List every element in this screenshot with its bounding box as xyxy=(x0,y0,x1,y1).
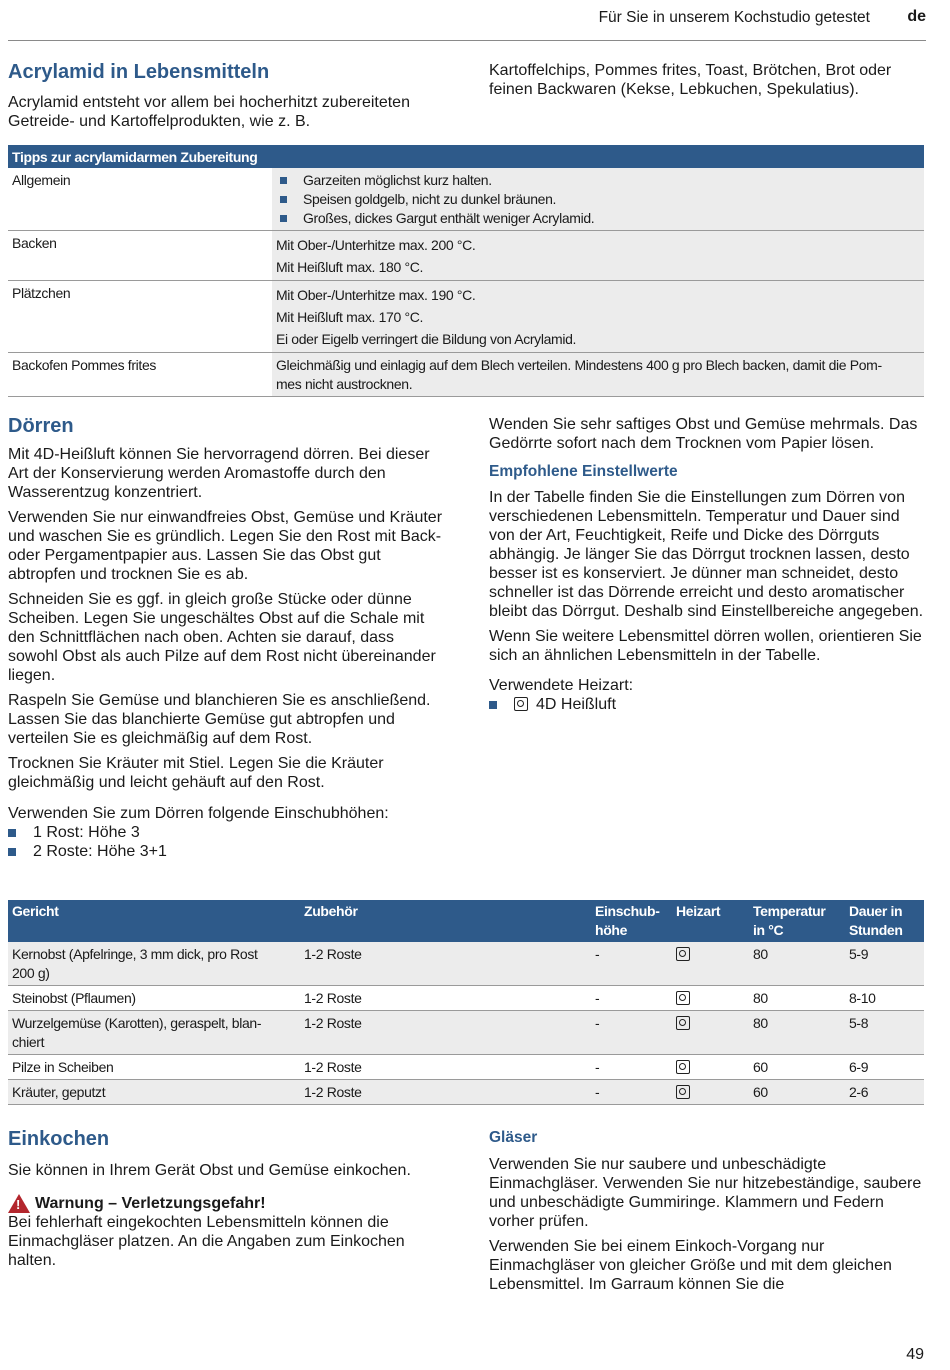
drying-settings-table xyxy=(8,900,924,1105)
table-row xyxy=(8,986,924,1011)
tips-row-label: Backen xyxy=(8,231,272,281)
duration-cell: 5-9 xyxy=(845,942,924,986)
heating-cell xyxy=(672,986,749,1011)
table-row xyxy=(8,168,924,231)
list-item xyxy=(8,823,443,842)
tip-line: Mit Ober-/Unterhitze max. 200 °C. xyxy=(276,237,476,253)
dish-cell: Steinobst (Pflaumen) xyxy=(8,986,300,1011)
heating-cell xyxy=(672,942,749,986)
acrylamid-text-right: Kartoffelchips, Pommes frites, Toast, Brötchen, Brot oder feinen Backwaren (Kekse, Lebkuchen, Spekulatius). xyxy=(489,62,892,98)
shelf-cell: - xyxy=(591,1055,672,1080)
warning-heading: ! Warnung – Verletzungsgefahr! xyxy=(8,1194,443,1213)
heating-cell xyxy=(672,1080,749,1105)
table-row xyxy=(8,1080,924,1105)
tip-line: Speisen goldgelb, nicht zu dunkel bräunen. xyxy=(303,191,557,207)
duration-cell: 2-6 xyxy=(845,1080,924,1105)
dish-cell: Kräuter, geputzt xyxy=(8,1080,300,1105)
duration-cell: 5-8 xyxy=(845,1011,924,1055)
language-code: de xyxy=(907,8,926,25)
doerren-left-column xyxy=(8,415,443,861)
column-header-heating: Heizart xyxy=(672,900,749,942)
bullet-icon xyxy=(280,177,287,184)
4d-hot-air-icon xyxy=(676,947,690,961)
tips-row-label: Plätzchen xyxy=(8,281,272,353)
tip-line: Mit Heißluft max. 170 °C. xyxy=(276,309,424,325)
shelf-intro: Verwenden Sie zum Dörren folgende Einschubhöhen: xyxy=(8,805,389,822)
einkochen-paragraph: Verwenden Sie nur saubere und unbeschädigte Einmachgläser. Verwenden Sie nur hitzebeständige, saubere und unbeschädigte Gummiringe. Klammern und Federn vorher prüfen. xyxy=(489,1156,922,1230)
tips-row-label: Allgemein xyxy=(8,168,272,231)
temperature-cell: 80 xyxy=(749,1011,845,1055)
table-row xyxy=(8,353,924,397)
doerren-paragraph: Wenn Sie weitere Lebensmittel dörren wollen, orientieren Sie sich an ähnlichen Lebensmitteln in der Tabelle. xyxy=(489,628,922,664)
column-header-duration: Dauer in Stunden xyxy=(845,900,924,942)
heating-cell xyxy=(672,1055,749,1080)
table-row xyxy=(8,281,924,353)
warning-triangle-icon xyxy=(8,1194,30,1213)
table-row xyxy=(8,1011,924,1055)
table-row xyxy=(8,1055,924,1080)
doerren-paragraph: Trocknen Sie Kräuter mit Stiel. Legen Sie die Kräuter gleichmäßig und leicht gehäuft auf den Rost. xyxy=(8,755,384,791)
warning-text: Bei fehlerhaft eingekochten Lebensmitteln können die Einmachgläser platzen. An die Angaben zum Einkochen halten. xyxy=(8,1214,405,1269)
duration-cell: 6-9 xyxy=(845,1055,924,1080)
heating-mode-item: 4D Heißluft xyxy=(536,696,617,713)
shelf-cell: - xyxy=(591,1011,672,1055)
shelf-cell: - xyxy=(591,942,672,986)
duration-cell: 8-10 xyxy=(845,986,924,1011)
tip-line: Mit Heißluft max. 180 °C. xyxy=(276,259,424,275)
column-header-temperature: Temperatur in °C xyxy=(749,900,845,942)
tips-table-title: Tipps zur acrylamidarmen Zubereitung xyxy=(8,145,924,168)
doerren-heading: Dörren xyxy=(8,415,74,437)
recommended-settings-heading: Empfohlene Einstellwerte xyxy=(489,463,678,480)
4d-hot-air-icon xyxy=(676,991,690,1005)
dish-cell: Wurzelgemüse (Karotten), geraspelt, blan- chiert xyxy=(8,1011,300,1055)
accessory-cell: 1-2 Roste xyxy=(300,986,591,1011)
glasses-heading: Gläser xyxy=(489,1129,538,1146)
column-header-shelf: Einschub- höhe xyxy=(591,900,672,942)
acrylamid-heading: Acrylamid in Lebensmitteln xyxy=(8,61,270,83)
einkochen-paragraph: Sie können in Ihrem Gerät Obst und Gemüse einkochen. xyxy=(8,1162,411,1179)
temperature-cell: 60 xyxy=(749,1080,845,1105)
doerren-paragraph: Raspeln Sie Gemüse und blanchieren Sie es anschließend. Lassen Sie das blanchierte Gemüse gut abtropfen und verteilen Sie es gleichmäßig auf dem Rost. xyxy=(8,692,431,747)
accessory-cell: 1-2 Roste xyxy=(300,1055,591,1080)
tip-line: Mit Ober-/Unterhitze max. 190 °C. xyxy=(276,287,476,303)
tip-line: Ei oder Eigelb verringert die Bildung von Acrylamid. xyxy=(276,331,577,347)
table-row xyxy=(8,231,924,281)
acrylamid-tips-table xyxy=(8,145,924,397)
dish-cell: Kernobst (Apfelringe, 3 mm dick, pro Rost 200 g) xyxy=(8,942,300,986)
table-row xyxy=(8,942,924,986)
shelf-cell: - xyxy=(591,1080,672,1105)
temperature-cell: 80 xyxy=(749,986,845,1011)
shelf-item: 1 Rost: Höhe 3 xyxy=(33,824,140,841)
4d-hot-air-icon xyxy=(514,697,528,711)
tip-line: mes nicht austrocknen. xyxy=(276,376,413,392)
tip-line: Garzeiten möglichst kurz halten. xyxy=(303,172,492,188)
temperature-cell: 60 xyxy=(749,1055,845,1080)
einkochen-right-column xyxy=(489,1129,927,1300)
einkochen-heading: Einkochen xyxy=(8,1128,110,1150)
4d-hot-air-icon xyxy=(676,1016,690,1030)
tip-line: Großes, dickes Gargut enthält weniger Acrylamid. xyxy=(303,210,595,226)
list-item xyxy=(489,695,927,714)
doerren-paragraph: Schneiden Sie es ggf. in gleich große Stücke oder dünne Scheiben. Legen Sie ungeschältes Obst auf die Schale mit den Schnittflächen nach oben. Achten sie darauf, dass sowohl Obst als auch Pilze auf dem Rost nicht übereinander liegen. xyxy=(8,591,436,684)
doerren-paragraph: Mit 4D-Heißluft können Sie hervorragend dörren. Bei dieser Art der Konservierung werden Aromastoffe durch den Wasserentzug konzentriert. xyxy=(8,446,430,501)
list-item xyxy=(8,842,443,861)
temperature-cell: 80 xyxy=(749,942,845,986)
tip-line: Gleichmäßig und einlagig auf dem Blech verteilen. Mindestens 400 g pro Blech backen, damit die Pom- xyxy=(276,357,882,373)
doerren-paragraph: Verwenden Sie nur einwandfreies Obst, Gemüse und Kräuter und waschen Sie es gründlich. Legen Sie den Rost mit Back- oder Pergamentpapier aus. Lassen Sie das Obst gut abtropfen und trocknen Sie es ab. xyxy=(8,509,443,583)
dish-cell: Pilze in Scheiben xyxy=(8,1055,300,1080)
heating-mode-label: Verwendete Heizart: xyxy=(489,677,634,694)
accessory-cell: 1-2 Roste xyxy=(300,942,591,986)
shelf-item: 2 Roste: Höhe 3+1 xyxy=(33,843,167,860)
accessory-cell: 1-2 Roste xyxy=(300,1011,591,1055)
bullet-icon xyxy=(489,701,497,709)
header-divider xyxy=(8,40,926,41)
page-number: 49 xyxy=(906,1346,924,1363)
shelf-cell: - xyxy=(591,986,672,1011)
doerren-right-column xyxy=(489,415,927,714)
bullet-icon xyxy=(280,215,287,222)
tips-row-label: Backofen Pommes frites xyxy=(8,353,272,397)
column-header-dish: Gericht xyxy=(8,900,300,942)
einkochen-paragraph: Verwenden Sie bei einem Einkoch-Vorgang nur Einmachgläser von gleicher Größe und mit dem gleichen Lebensmittel. Im Garraum können Sie die xyxy=(489,1238,892,1293)
einkochen-left-column xyxy=(8,1128,443,1276)
bullet-icon xyxy=(8,829,16,837)
doerren-paragraph: In der Tabelle finden Sie die Einstellungen zum Dörren von verschiedenen Lebensmitteln. Temperatur und Dauer sind von der Art, Feuchtigkeit, Reife und Dicke des Dörrguts abhängig. Je länger Sie das Dörrgut trocknen lassen, desto besser ist es konserviert. Je dünner man schneidet, desto schneller ist das Dörrende erreicht und desto aromatischer bleibt das Dörrgut. Deshalb sind Einstellbereiche angegeben. xyxy=(489,489,924,620)
bullet-icon xyxy=(280,196,287,203)
4d-hot-air-icon xyxy=(676,1060,690,1074)
running-header-title: Für Sie in unserem Kochstudio getestet xyxy=(598,9,870,26)
bullet-icon xyxy=(8,848,16,856)
4d-hot-air-icon xyxy=(676,1085,690,1099)
acrylamid-text-left: Acrylamid entsteht vor allem bei hocherhitzt zubereiteten Getreide- und Kartoffelprodukten, wie z. B. xyxy=(8,94,410,130)
accessory-cell: 1-2 Roste xyxy=(300,1080,591,1105)
heating-cell xyxy=(672,1011,749,1055)
doerren-paragraph: Wenden Sie sehr saftiges Obst und Gemüse mehrmals. Das Gedörrte sofort nach dem Trocknen vom Papier lösen. xyxy=(489,416,918,452)
column-header-accessory: Zubehör xyxy=(300,900,591,942)
